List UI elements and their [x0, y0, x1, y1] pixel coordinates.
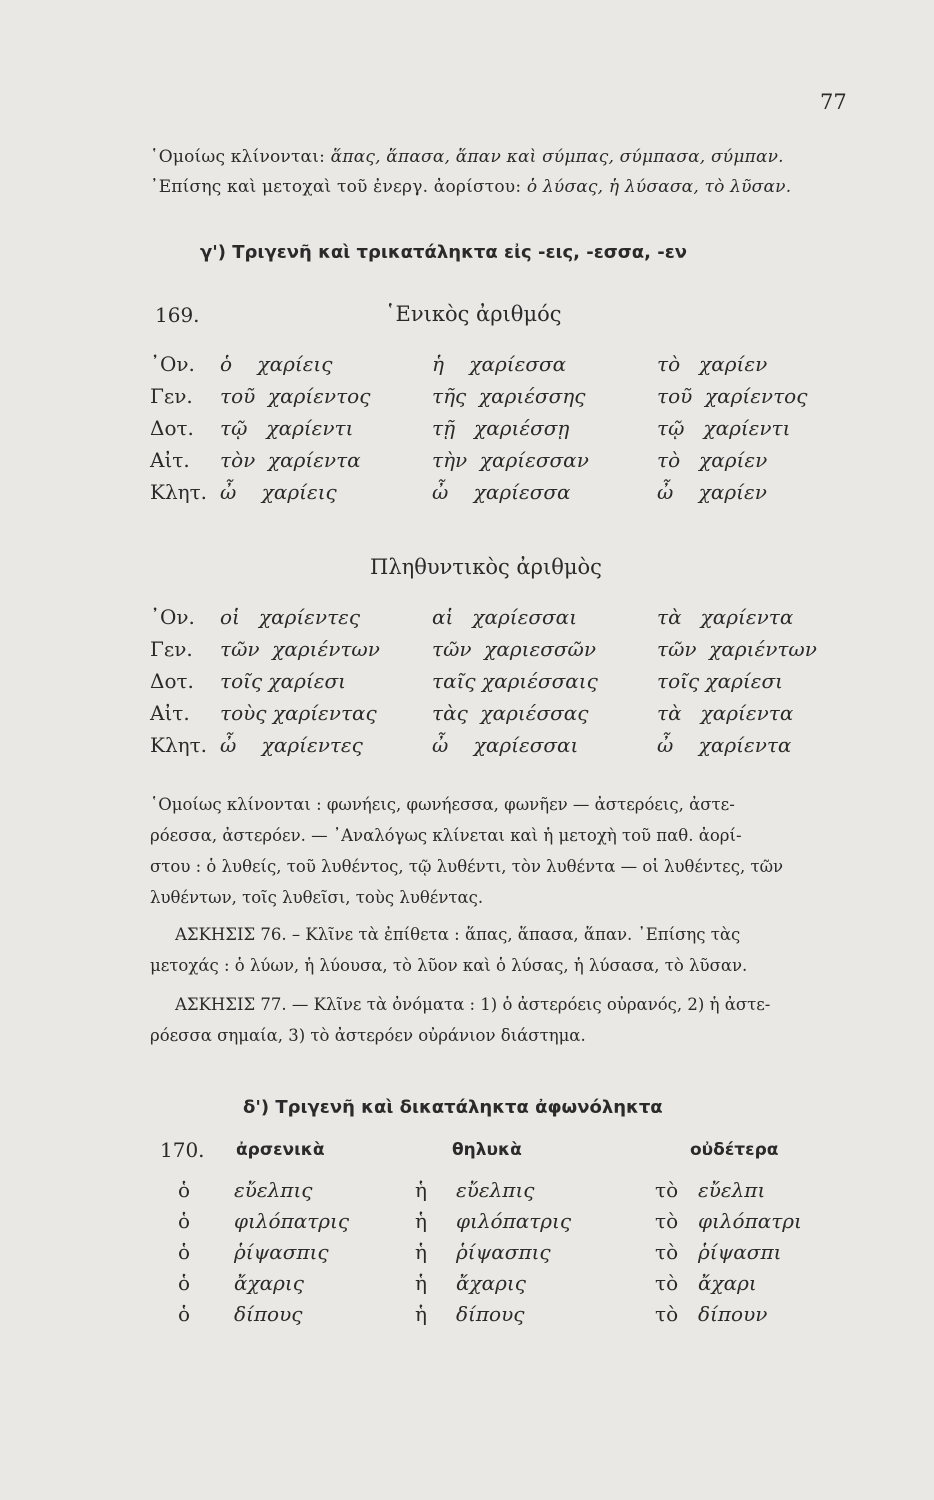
- masculine-form: ἄχαρις: [234, 1271, 304, 1295]
- exercise-76-text-1: – Κλῖνε τὰ ἐπίθετα : ἅπας, ἅπασα, ἅπαν. ᾿Επίσης τὰς: [291, 925, 741, 944]
- masculine-form: τῷ χαρίεντι: [220, 416, 354, 440]
- intro-lead-2: ᾿Επίσης καὶ μετοχαὶ τοῦ ἐνεργ. ἀορίστου:: [150, 177, 522, 197]
- intro-lead-1: ῾Ομοίως κλίνονται:: [150, 147, 326, 167]
- declension-row: [0, 352, 934, 382]
- masculine-article: ὁ: [178, 1271, 191, 1295]
- declension-row: [0, 669, 934, 699]
- feminine-article: ἡ: [415, 1209, 427, 1233]
- column-feminine: θηλυκὰ: [452, 1140, 522, 1160]
- case-label: Δοτ.: [150, 416, 194, 440]
- feminine-form: ὦ χαρίεσσα: [432, 480, 571, 504]
- declension-row: [0, 480, 934, 510]
- exercise-76-label: ΑΣΚΗΣΙΣ 76.: [175, 925, 287, 944]
- masculine-article: ὁ: [178, 1209, 191, 1233]
- intro-forms-2: ὁ λύσας, ἡ λύσασα, τὸ λῦσαν.: [526, 177, 792, 197]
- neuter-form: ὦ χαρίεν: [657, 480, 767, 504]
- adjective-row: [0, 1209, 934, 1239]
- neuter-form: ῥίψασπι: [698, 1240, 782, 1264]
- neuter-form: ὦ χαρίεντα: [657, 733, 792, 757]
- neuter-form: εὔελπι: [698, 1178, 766, 1202]
- masculine-article: ὁ: [178, 1178, 191, 1202]
- neuter-article: τὸ: [655, 1240, 679, 1264]
- declension-row: [0, 701, 934, 731]
- masculine-form: φιλόπατρις: [234, 1209, 350, 1233]
- feminine-form: τῇ χαριέσσῃ: [432, 416, 570, 440]
- masculine-form: εὔελπις: [234, 1178, 313, 1202]
- case-label: Αἰτ.: [150, 448, 190, 472]
- feminine-article: ἡ: [415, 1240, 427, 1264]
- masculine-form: ὦ χαρίεντες: [220, 733, 363, 757]
- section-170-number: 170.: [160, 1138, 205, 1162]
- feminine-form: τὰς χαριέσσας: [432, 701, 589, 725]
- feminine-form: τῶν χαριεσσῶν: [432, 637, 596, 661]
- feminine-form: αἱ χαρίεσσαι: [432, 605, 578, 629]
- feminine-form: ταῖς χαριέσσαις: [432, 669, 598, 693]
- neuter-form: τῶν χαριέντων: [657, 637, 817, 661]
- neuter-form: ἄχαρι: [698, 1271, 757, 1295]
- neuter-form: τὸ χαρίεν: [657, 448, 768, 472]
- masculine-form: ῥίψασπις: [234, 1240, 329, 1264]
- declension-row: [0, 416, 934, 446]
- adjective-row: [0, 1178, 934, 1208]
- intro-line-1: [150, 147, 784, 167]
- exercise-76-text-2: μετοχάς : ὁ λύων, ἡ λύουσα, τὸ λῦον καὶ ὁ λύσας, ἡ λύσασα, τὸ λῦσαν.: [150, 956, 748, 975]
- masculine-form: οἱ χαρίεντες: [220, 605, 361, 629]
- masculine-article: ὁ: [178, 1302, 191, 1326]
- exercise-77: [175, 995, 770, 1014]
- section-c-heading: γ') Τριγενῆ καὶ τρικατάληκτα εἰς -εις, -εσσα, -εν: [200, 242, 688, 263]
- adjective-row: [0, 1240, 934, 1270]
- feminine-form: εὔελπις: [456, 1178, 535, 1202]
- case-label: Κλητ.: [150, 480, 208, 504]
- neuter-form: τὰ χαρίεντα: [657, 605, 794, 629]
- feminine-form: τῆς χαριέσσης: [432, 384, 586, 408]
- feminine-form: φιλόπατρις: [456, 1209, 572, 1233]
- masculine-form: δίπους: [234, 1302, 303, 1326]
- masculine-form: τῶν χαριέντων: [220, 637, 380, 661]
- masculine-form: τὸν χαρίεντα: [220, 448, 361, 472]
- neuter-form: τὰ χαρίεντα: [657, 701, 794, 725]
- feminine-article: ἡ: [415, 1271, 427, 1295]
- column-masculine: ἀρσενικὰ: [236, 1140, 325, 1160]
- neuter-form: φιλόπατρι: [698, 1209, 802, 1233]
- section-d-heading: δ') Τριγενῆ καὶ δικατάληκτα ἀφωνόληκτα: [243, 1097, 663, 1118]
- feminine-form: ἡ χαρίεσσα: [432, 352, 567, 376]
- case-label: Γεν.: [150, 384, 193, 408]
- case-label: Γεν.: [150, 637, 193, 661]
- declension-row: [0, 733, 934, 763]
- neuter-form: τῷ χαρίεντι: [657, 416, 791, 440]
- masculine-form: τοὺς χαρίεντας: [220, 701, 377, 725]
- intro-line-2: [150, 177, 791, 197]
- declension-row: [0, 605, 934, 635]
- exercise-77-text-2: ρόεσσα σημαία, 3) τὸ ἀστερόεν οὐράνιον διάστημα.: [150, 1026, 586, 1045]
- plural-title: Πληθυντικὸς ἀριθμὸς: [370, 555, 602, 579]
- adjective-row: [0, 1271, 934, 1301]
- declension-row: [0, 637, 934, 667]
- adjective-row: [0, 1302, 934, 1332]
- exercise-77-text-1: — Κλῖνε τὰ ὀνόματα : 1) ὁ ἀστερόεις οὐρανός, 2) ἡ ἀστε-: [291, 995, 771, 1014]
- declension-row: [0, 384, 934, 414]
- masculine-form: ὦ χαρίεις: [220, 480, 337, 504]
- exercise-77-label: ΑΣΚΗΣΙΣ 77.: [175, 995, 287, 1014]
- note-line-3: στου : ὁ λυθείς, τοῦ λυθέντος, τῷ λυθέντι, τὸν λυθέντα — οἱ λυθέντες, τῶν: [150, 857, 784, 876]
- masculine-form: ὁ χαρίεις: [220, 352, 333, 376]
- neuter-article: τὸ: [655, 1302, 679, 1326]
- neuter-form: τὸ χαρίεν: [657, 352, 768, 376]
- section-169-number: 169.: [155, 303, 200, 327]
- masculine-article: ὁ: [178, 1240, 191, 1264]
- neuter-form: τοῖς χαρίεσι: [657, 669, 783, 693]
- singular-title: ῾Ενικὸς ἀριθμός: [385, 302, 562, 326]
- page-number: 77: [820, 90, 847, 114]
- feminine-form: τὴν χαρίεσσαν: [432, 448, 589, 472]
- case-label: Δοτ.: [150, 669, 194, 693]
- declension-row: [0, 448, 934, 478]
- feminine-article: ἡ: [415, 1302, 427, 1326]
- column-neuter: οὐδέτερα: [690, 1140, 779, 1160]
- note-line-1: ῾Ομοίως κλίνονται : φωνήεις, φωνήεσσα, φωνῆεν — ἀστερόεις, ἀστε-: [150, 795, 735, 814]
- neuter-form: τοῦ χαρίεντος: [657, 384, 808, 408]
- feminine-article: ἡ: [415, 1178, 427, 1202]
- neuter-form: δίπουν: [698, 1302, 768, 1326]
- case-label: ᾿Ον.: [150, 605, 195, 629]
- feminine-form: δίπους: [456, 1302, 525, 1326]
- exercise-76: [175, 925, 740, 944]
- neuter-article: τὸ: [655, 1178, 679, 1202]
- case-label: Κλητ.: [150, 733, 208, 757]
- case-label: ᾿Ον.: [150, 352, 195, 376]
- case-label: Αἰτ.: [150, 701, 190, 725]
- feminine-form: ἄχαρις: [456, 1271, 526, 1295]
- feminine-form: ὦ χαρίεσσαι: [432, 733, 579, 757]
- intro-forms-1: ἅπας, ἅπασα, ἅπαν καὶ σύμπας, σύμπασα, σύμπαν.: [330, 147, 784, 167]
- masculine-form: τοῖς χαρίεσι: [220, 669, 346, 693]
- note-line-2: ρόεσσα, ἀστερόεν. — ᾿Αναλόγως κλίνεται καὶ ἡ μετοχὴ τοῦ παθ. ἀορί-: [150, 826, 742, 845]
- feminine-form: ῥίψασπις: [456, 1240, 551, 1264]
- note-line-4: λυθέντων, τοῖς λυθεῖσι, τοὺς λυθέντας.: [150, 888, 484, 907]
- masculine-form: τοῦ χαρίεντος: [220, 384, 371, 408]
- neuter-article: τὸ: [655, 1271, 679, 1295]
- neuter-article: τὸ: [655, 1209, 679, 1233]
